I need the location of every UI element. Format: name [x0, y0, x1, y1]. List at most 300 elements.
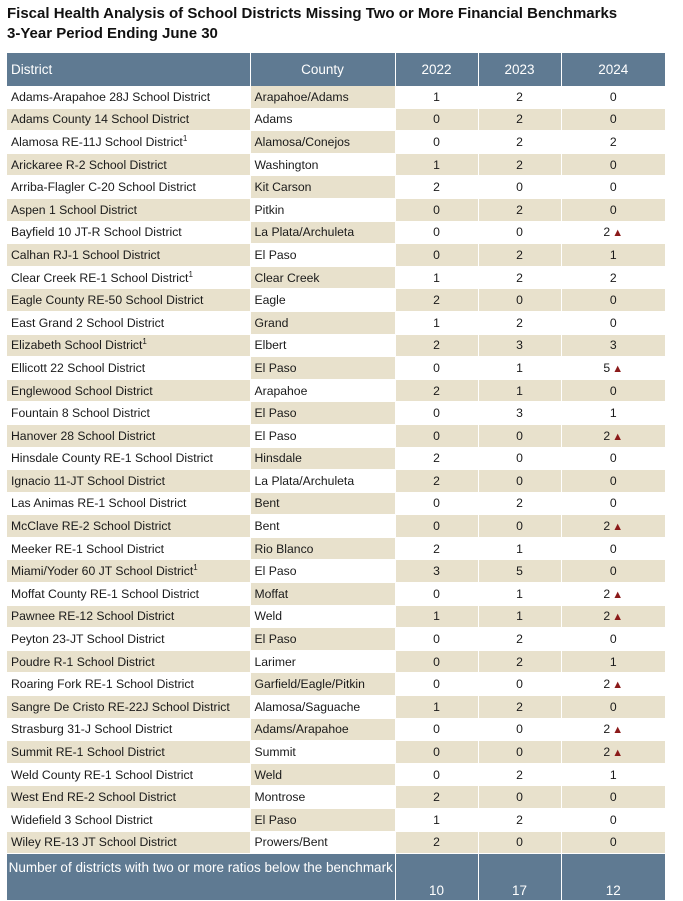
table-row: [7, 402, 665, 425]
value-2023-text: 2: [516, 654, 523, 669]
county-cell: [250, 176, 395, 199]
district-text: East Grand 2 School District: [11, 315, 165, 330]
county-cell: [250, 650, 395, 673]
up-triangle-icon: ▲: [612, 227, 624, 240]
district-cell: [7, 402, 250, 425]
district-text: Roaring Fork RE-1 School District: [11, 677, 194, 692]
county-text: Arapahoe: [254, 383, 308, 398]
value-2024-text: 5: [603, 360, 611, 375]
value-2022-text: 0: [433, 677, 440, 692]
district-cell: [7, 470, 250, 493]
header-row: [7, 53, 665, 86]
value-2022-text: 0: [433, 586, 440, 601]
district-cell: [7, 650, 250, 673]
value-2023-text: 2: [516, 699, 523, 714]
value-2022-text: 0: [433, 496, 440, 511]
title-line-1: Fiscal Health Analysis of School Districts Missing Two or More Financial Benchmarks: [7, 5, 618, 22]
value-2023-cell: [478, 628, 561, 651]
value-2024-cell: [561, 696, 665, 719]
value-2024-text: 0: [609, 790, 617, 805]
value-2023-text: 2: [516, 112, 523, 127]
value-2023-cell: [478, 289, 561, 312]
value-2024-cell: [561, 447, 665, 470]
value-2022-text: 2: [433, 180, 440, 195]
value-2023-cell: [478, 809, 561, 832]
value-2024-cell: [561, 492, 665, 515]
county-cell: [250, 537, 395, 560]
value-2023-cell: [478, 696, 561, 719]
value-2024-cell: [561, 311, 665, 334]
district-text: Calhan RJ-1 School District: [11, 247, 161, 262]
header-county: County: [250, 53, 395, 86]
up-triangle-icon: ▲: [612, 362, 624, 375]
district-cell: [7, 786, 250, 809]
value-2023-text: 2: [516, 134, 523, 149]
value-2024-cell: [561, 650, 665, 673]
district-text: Pawnee RE-12 School District: [11, 609, 175, 624]
value-2024-cell: [561, 379, 665, 402]
value-2024-text: 0: [609, 315, 617, 330]
footnote-marker: 1: [182, 133, 188, 143]
value-2023-text: 2: [516, 247, 523, 262]
county-cell: [250, 786, 395, 809]
county-text: Larimer: [254, 654, 296, 669]
district-cell: [7, 244, 250, 267]
value-2023-text: 0: [516, 180, 523, 195]
county-text: El Paso: [254, 564, 297, 579]
value-2022-text: 3: [433, 564, 440, 579]
up-triangle-icon: ▲: [612, 679, 624, 692]
value-2024-text: 1: [609, 247, 617, 262]
table-row: [7, 424, 665, 447]
value-2022-text: 0: [433, 134, 440, 149]
county-text: El Paso: [254, 812, 297, 827]
county-cell: [250, 266, 395, 289]
value-2023-cell: [478, 86, 561, 108]
footer-label: Number of districts with two or more ratios below the benchmark: [7, 854, 395, 901]
value-2022-cell: [395, 108, 478, 131]
value-2022-cell: [395, 402, 478, 425]
value-2024-text: 0: [609, 812, 617, 827]
district-text: McClave RE-2 School District: [11, 519, 171, 534]
value-2022-text: 0: [433, 722, 440, 737]
value-2023-text: 1: [516, 383, 523, 398]
table-row: [7, 357, 665, 380]
value-2024-cell: [561, 718, 665, 741]
benchmark-table: [7, 53, 665, 901]
value-2024-cell: [561, 198, 665, 221]
value-2022-cell: [395, 198, 478, 221]
value-2023-text: 2: [516, 270, 523, 285]
table-row: [7, 153, 665, 176]
value-2022-text: 1: [433, 609, 440, 624]
table-row: [7, 763, 665, 786]
table-row: [7, 560, 665, 583]
district-text: Strasburg 31-J School District: [11, 722, 173, 737]
county-text: Bent: [254, 496, 280, 511]
county-cell: [250, 221, 395, 244]
value-2023-cell: [478, 153, 561, 176]
district-text: Ignacio 11-JT School District: [11, 473, 165, 488]
value-2022-text: 1: [433, 89, 440, 104]
county-cell: [250, 357, 395, 380]
county-text: El Paso: [254, 428, 297, 443]
value-2024-text: 2: [609, 134, 617, 149]
value-2023-cell: [478, 424, 561, 447]
up-triangle-icon: ▲: [612, 430, 624, 443]
district-text: Hanover 28 School District: [11, 428, 156, 443]
value-2022-cell: [395, 86, 478, 108]
district-text: Bayfield 10 JT-R School District: [11, 225, 182, 240]
table-row: [7, 673, 665, 696]
value-2022-text: 0: [433, 247, 440, 262]
value-2024-cell: [561, 153, 665, 176]
district-text: Poudre R-1 School District: [11, 654, 155, 669]
county-text: Elbert: [254, 338, 287, 353]
district-text: Peyton 23-JT School District: [11, 632, 165, 647]
district-cell: [7, 108, 250, 131]
district-text: Adams-Arapahoe 28J School District: [11, 89, 211, 104]
value-2022-text: 2: [433, 541, 440, 556]
table-row: [7, 537, 665, 560]
county-text: El Paso: [254, 247, 297, 262]
value-2024-text: 2: [609, 270, 617, 285]
county-text: Adams: [254, 112, 293, 127]
value-2023-text: 2: [516, 767, 523, 782]
value-2023-cell: [478, 718, 561, 741]
table-row: [7, 650, 665, 673]
value-2024-text: 0: [609, 564, 617, 579]
county-cell: [250, 673, 395, 696]
district-text: Miami/Yoder 60 JT School District$^1$: [11, 563, 198, 579]
table-row: [7, 289, 665, 312]
value-2022-text: 0: [433, 225, 440, 240]
district-text: Las Animas RE-1 School District: [11, 496, 187, 511]
value-2022-text: 1: [433, 699, 440, 714]
county-text: Alamosa/Conejos: [254, 134, 351, 149]
value-2024-cell: [561, 86, 665, 108]
county-cell: [250, 831, 395, 854]
value-2024-text: 0: [609, 112, 617, 127]
county-text: Bent: [254, 519, 280, 534]
value-2022-cell: [395, 424, 478, 447]
county-text: Moffat: [254, 586, 289, 601]
footer-2023: 17: [478, 854, 561, 901]
district-text: Hinsdale County RE-1 School District: [11, 451, 213, 466]
value-2024-text: 0: [609, 180, 617, 195]
district-text: Widefield 3 School District: [11, 812, 153, 827]
district-cell: [7, 537, 250, 560]
value-2023-cell: [478, 379, 561, 402]
county-cell: [250, 131, 395, 154]
value-2022-cell: [395, 266, 478, 289]
county-cell: [250, 492, 395, 515]
district-cell: [7, 560, 250, 583]
county-text: Arapahoe/Adams: [254, 89, 349, 104]
value-2023-text: 0: [516, 225, 523, 240]
value-2024-text: 0: [609, 541, 617, 556]
value-2022-cell: [395, 176, 478, 199]
table-row: [7, 379, 665, 402]
district-cell: [7, 334, 250, 357]
value-2024-cell: [561, 289, 665, 312]
value-2023-text: 0: [516, 293, 523, 308]
value-2022-text: 1: [433, 270, 440, 285]
footer-2024: 12: [561, 854, 665, 901]
value-2022-cell: [395, 515, 478, 538]
value-2024-text: 0: [609, 451, 617, 466]
value-2024-text: 0: [609, 157, 617, 172]
value-2022-text: 1: [433, 157, 440, 172]
county-cell: [250, 198, 395, 221]
page-title: [7, 4, 617, 44]
county-cell: [250, 153, 395, 176]
value-2024-text: 3: [609, 338, 617, 353]
header-2024: 2024: [561, 53, 665, 86]
up-triangle-icon: ▲: [612, 611, 624, 624]
district-cell: [7, 515, 250, 538]
value-2022-cell: [395, 153, 478, 176]
value-2023-cell: [478, 741, 561, 764]
county-cell: [250, 583, 395, 606]
value-2022-cell: [395, 831, 478, 854]
value-2023-text: 0: [516, 677, 523, 692]
county-text: Eagle: [254, 293, 286, 308]
up-triangle-icon: ▲: [612, 521, 624, 534]
district-cell: [7, 583, 250, 606]
value-2022-text: 0: [433, 112, 440, 127]
value-2022-cell: [395, 628, 478, 651]
value-2024-text: 2: [603, 428, 611, 443]
value-2023-cell: [478, 515, 561, 538]
table-row: [7, 108, 665, 131]
table-row: [7, 244, 665, 267]
value-2024-text: 2: [603, 745, 611, 760]
table-row: [7, 605, 665, 628]
value-2024-text: 1: [609, 406, 617, 421]
district-text: Meeker RE-1 School District: [11, 541, 165, 556]
county-text: Pitkin: [254, 202, 285, 217]
value-2024-cell: [561, 809, 665, 832]
county-cell: [250, 605, 395, 628]
value-2024-text: 0: [609, 89, 617, 104]
county-text: El Paso: [254, 632, 297, 647]
value-2022-text: 0: [433, 428, 440, 443]
value-2023-text: 0: [516, 519, 523, 534]
county-cell: [250, 289, 395, 312]
county-text: La Plata/Archuleta: [254, 473, 355, 488]
district-cell: [7, 86, 250, 108]
header-2022: 2022: [395, 53, 478, 86]
value-2022-cell: [395, 809, 478, 832]
district-cell: [7, 266, 250, 289]
value-2022-cell: [395, 786, 478, 809]
value-2022-cell: [395, 492, 478, 515]
district-cell: [7, 131, 250, 154]
value-2024-cell: [561, 402, 665, 425]
value-2022-cell: [395, 763, 478, 786]
value-2023-text: 3: [516, 406, 523, 421]
value-2022-text: 2: [433, 338, 440, 353]
county-text: Weld: [254, 609, 283, 624]
footer-row: [7, 854, 665, 901]
value-2024-text: 2: [603, 722, 611, 737]
value-2024-cell: [561, 741, 665, 764]
county-text: Hinsdale: [254, 451, 302, 466]
district-cell: [7, 763, 250, 786]
district-text: Elizabeth School District$^1$: [11, 337, 147, 353]
value-2024-cell: [561, 560, 665, 583]
value-2023-cell: [478, 334, 561, 357]
value-2023-cell: [478, 673, 561, 696]
district-cell: [7, 741, 250, 764]
district-cell: [7, 492, 250, 515]
district-text: Summit RE-1 School District: [11, 745, 165, 760]
table-row: [7, 447, 665, 470]
value-2022-text: 0: [433, 406, 440, 421]
value-2023-cell: [478, 244, 561, 267]
value-2023-cell: [478, 763, 561, 786]
value-2023-cell: [478, 402, 561, 425]
table-row: [7, 831, 665, 854]
county-text: El Paso: [254, 360, 297, 375]
value-2022-cell: [395, 379, 478, 402]
district-text: Fountain 8 School District: [11, 406, 150, 421]
value-2023-cell: [478, 357, 561, 380]
county-text: Adams/Arapahoe: [254, 722, 349, 737]
table-row: [7, 628, 665, 651]
district-text: Moffat County RE-1 School District: [11, 586, 200, 601]
value-2023-text: 0: [516, 428, 523, 443]
district-cell: [7, 311, 250, 334]
county-cell: [250, 86, 395, 108]
value-2022-text: 1: [433, 812, 440, 827]
value-2023-text: 2: [516, 632, 523, 647]
table-row: [7, 470, 665, 493]
value-2024-cell: [561, 424, 665, 447]
county-cell: [250, 379, 395, 402]
value-2023-text: 2: [516, 202, 523, 217]
table-row: [7, 718, 665, 741]
district-cell: [7, 379, 250, 402]
county-text: Washington: [254, 157, 319, 172]
value-2023-cell: [478, 221, 561, 244]
value-2024-cell: [561, 831, 665, 854]
value-2022-cell: [395, 221, 478, 244]
value-2024-text: 2: [603, 519, 611, 534]
district-text: Weld County RE-1 School District: [11, 767, 193, 782]
county-cell: [250, 447, 395, 470]
footnote-marker: 1: [188, 269, 193, 279]
county-text: Clear Creek: [254, 270, 320, 285]
district-text: Sangre De Cristo RE-22J School District: [11, 699, 230, 714]
district-text: Eagle County RE-50 School District: [11, 293, 204, 308]
table-row: [7, 131, 665, 154]
value-2023-text: 1: [516, 360, 523, 375]
value-2022-text: 0: [433, 767, 440, 782]
value-2022-text: 0: [433, 360, 440, 375]
value-2023-text: 2: [516, 157, 523, 172]
value-2023-text: 0: [516, 722, 523, 737]
value-2024-text: 0: [609, 383, 617, 398]
value-2024-text: 0: [609, 699, 617, 714]
value-2024-cell: [561, 605, 665, 628]
table-row: [7, 583, 665, 606]
value-2023-cell: [478, 131, 561, 154]
value-2023-cell: [478, 560, 561, 583]
value-2022-text: 0: [433, 745, 440, 760]
value-2023-text: 2: [516, 496, 523, 511]
footnote-marker: 1: [193, 563, 198, 573]
value-2022-cell: [395, 311, 478, 334]
up-triangle-icon: ▲: [612, 724, 624, 737]
district-cell: [7, 447, 250, 470]
district-cell: [7, 673, 250, 696]
value-2024-cell: [561, 470, 665, 493]
value-2024-text: 0: [609, 202, 617, 217]
value-2024-cell: [561, 266, 665, 289]
county-text: El Paso: [254, 406, 297, 421]
county-cell: [250, 718, 395, 741]
value-2023-cell: [478, 311, 561, 334]
value-2023-cell: [478, 605, 561, 628]
county-cell: [250, 515, 395, 538]
value-2024-cell: [561, 221, 665, 244]
value-2022-text: 1: [433, 315, 440, 330]
county-text: Prowers/Bent: [254, 835, 328, 850]
county-text: Alamosa/Saguache: [254, 699, 361, 714]
value-2022-text: 0: [433, 654, 440, 669]
county-text: Montrose: [254, 790, 306, 805]
district-cell: [7, 831, 250, 854]
district-cell: [7, 176, 250, 199]
district-cell: [7, 424, 250, 447]
value-2022-cell: [395, 718, 478, 741]
county-cell: [250, 244, 395, 267]
county-text: Kit Carson: [254, 180, 312, 195]
value-2024-cell: [561, 786, 665, 809]
value-2023-text: 5: [516, 564, 523, 579]
table-row: [7, 311, 665, 334]
county-text: Rio Blanco: [254, 541, 314, 556]
value-2022-text: 0: [433, 202, 440, 217]
table-row: [7, 86, 665, 108]
table-row: [7, 741, 665, 764]
county-cell: [250, 628, 395, 651]
district-cell: [7, 696, 250, 719]
value-2024-cell: [561, 515, 665, 538]
district-cell: [7, 221, 250, 244]
county-cell: [250, 108, 395, 131]
district-text: Adams County 14 School District: [11, 112, 190, 127]
table-row: [7, 492, 665, 515]
value-2024-cell: [561, 357, 665, 380]
district-text: Arriba-Flagler C-20 School District: [11, 180, 196, 195]
value-2022-text: 2: [433, 473, 440, 488]
table-row: [7, 696, 665, 719]
value-2023-cell: [478, 583, 561, 606]
value-2023-text: 2: [516, 89, 523, 104]
district-text: Clear Creek RE-1 School District$^1$: [11, 269, 193, 285]
value-2022-text: 0: [433, 632, 440, 647]
district-text: Aspen 1 School District: [11, 202, 137, 217]
value-2022-text: 2: [433, 835, 440, 850]
value-2022-text: 2: [433, 451, 440, 466]
value-2022-cell: [395, 131, 478, 154]
value-2024-cell: [561, 244, 665, 267]
value-2023-cell: [478, 108, 561, 131]
district-text: Wiley RE-13 JT School District: [11, 835, 177, 850]
